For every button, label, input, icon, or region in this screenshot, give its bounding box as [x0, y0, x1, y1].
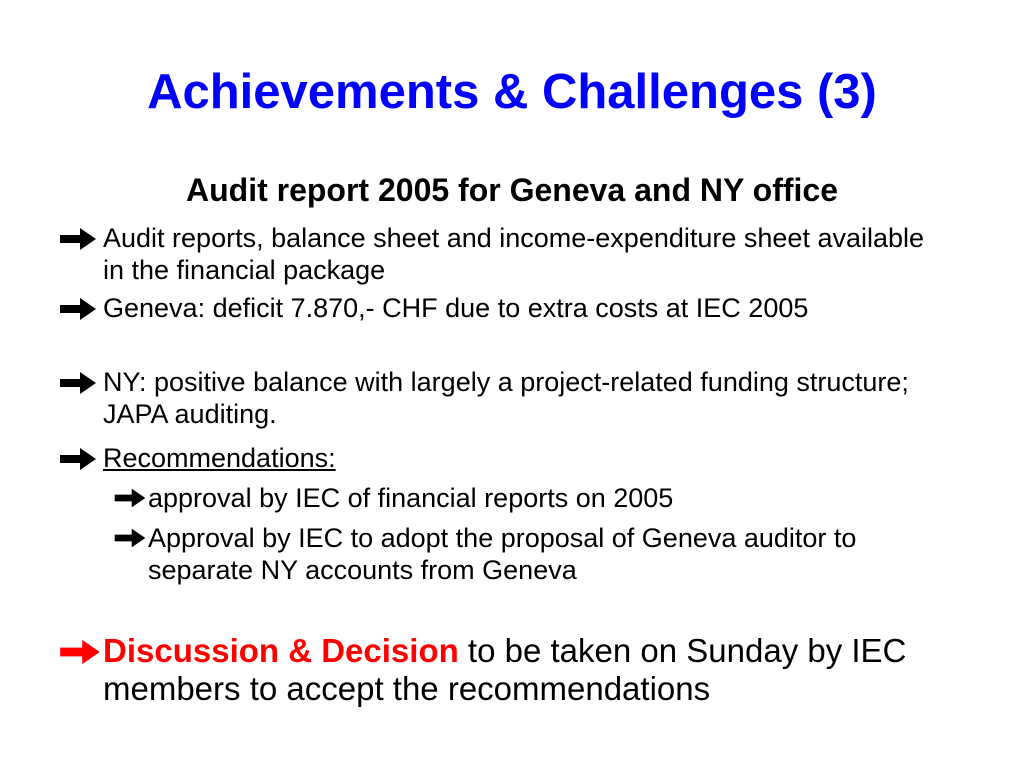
- bullet-item-recommendations: [58, 442, 938, 474]
- sub-bullet-text: Approval by IEC to adopt the proposal of Geneva auditor to separate NY accounts from Geneva: [148, 523, 857, 585]
- bullet-item: [58, 292, 938, 324]
- right-arrow-icon: [113, 522, 147, 550]
- decision-text: to be taken on Sunday by IEC members to accept the recommendations: [103, 632, 907, 707]
- right-arrow-icon: [58, 442, 98, 472]
- bullet-text: NY: positive balance with largely a project-related funding structure; JAPA auditing.: [103, 367, 909, 429]
- right-arrow-icon: [58, 292, 98, 322]
- bullet-item: [58, 222, 938, 286]
- decision-bullet: [58, 632, 958, 708]
- decision-highlight: Discussion & Decision: [103, 632, 459, 669]
- right-arrow-icon: [113, 482, 147, 510]
- sub-bullet-item: [113, 522, 913, 586]
- right-arrow-icon: [58, 222, 98, 252]
- slide-title: Achievements & Challenges (3): [147, 65, 877, 119]
- sub-bullet-item: [113, 482, 913, 514]
- slide-subtitle: Audit report 2005 for Geneva and NY office: [185, 172, 838, 208]
- bullet-item: [58, 366, 938, 430]
- bullet-text: Geneva: deficit 7.870,- CHF due to extra costs at IEC 2005: [103, 293, 809, 323]
- bullet-text: Audit reports, balance sheet and income-expenditure sheet available in the financial package: [103, 223, 925, 285]
- right-arrow-icon: [58, 366, 98, 396]
- recommendations-label: Recommendations:: [103, 443, 336, 473]
- sub-bullet-text: approval by IEC of financial reports on 2005: [148, 483, 674, 513]
- right-arrow-icon: [58, 632, 102, 667]
